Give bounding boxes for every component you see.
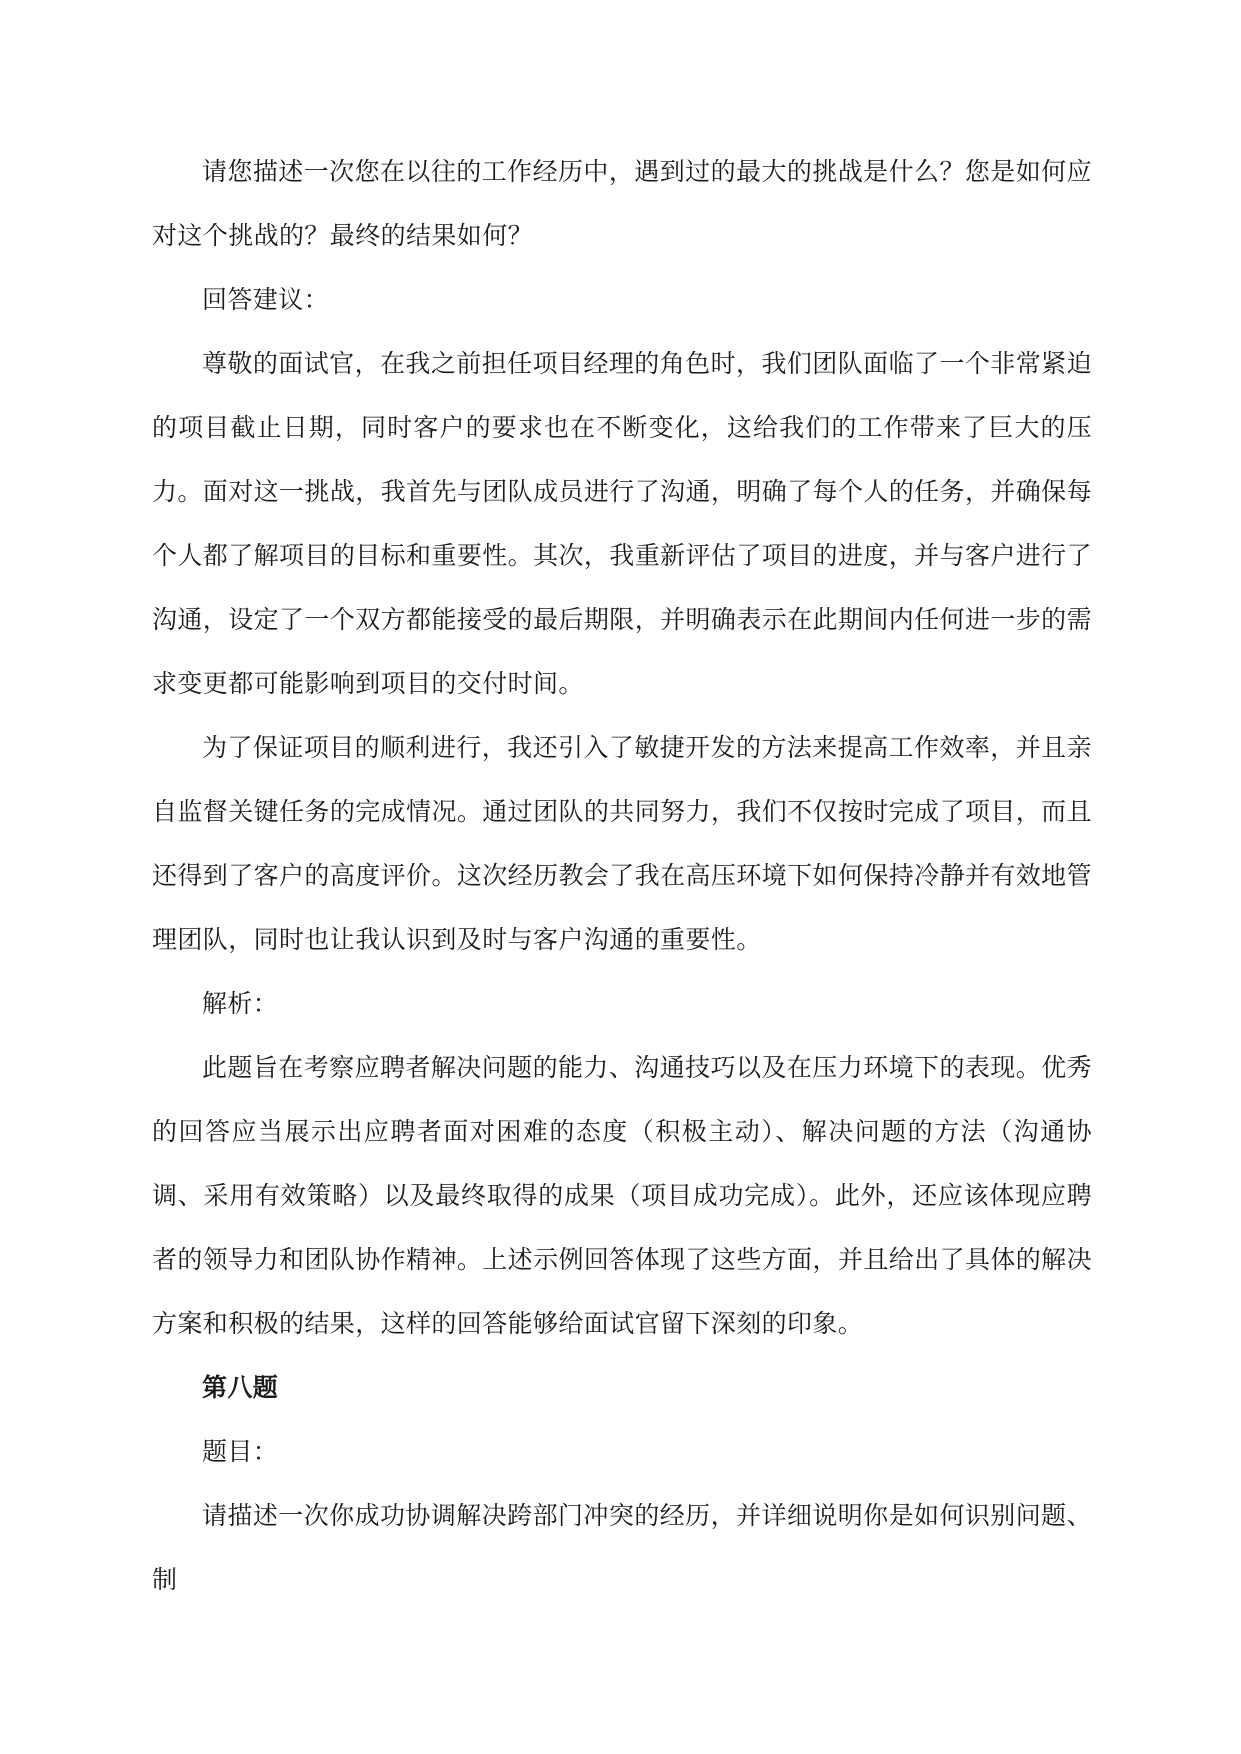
answer-paragraph-1: 尊敬的面试官，在我之前担任项目经理的角色时，我们团队面临了一个非常紧迫的项目截止日期，同时客户的要求也在不断变化，这给我们的工作带来了巨大的压力。面对这一挑战，我首先与团队成员进行了沟通，明确了每个人的任务，并确保每个人都了解项目的目标和重要性。其次，我重新评估了项目的进度，并与客户进行了沟通，设定了一个双方都能接受的最后期限，并明确表示在此期间内任何进一步的需求变更都可能影响到项目的交付时间。 xyxy=(152,349,1092,698)
analysis-label: 解析： xyxy=(202,989,279,1018)
analysis-paragraph: 此题旨在考察应聘者解决问题的能力、沟通技巧以及在压力环境下的表现。优秀的回答应当展示出应聘者面对困难的态度（积极主动）、解决问题的方法（沟通协调、采用有效策略）以及最终取得的成果（项目成功完成）。此外，还应该体现应聘者的领导力和团队协作精神。上述示例回答体现了这些方面，并且给出了具体的解决方案和积极的结果，这样的回答能够给面试官留下深刻的印象。 xyxy=(152,1053,1092,1338)
question-intro: 请您描述一次您在以往的工作经历中，遇到过的最大的挑战是什么？您是如何应对这个挑战的？最终的结果如何？ xyxy=(152,157,1092,250)
answer-paragraph-2: 为了保证项目的顺利进行，我还引入了敏捷开发的方法来提高工作效率，并且亲自监督关键任务的完成情况。通过团队的共同努力，我们不仅按时完成了项目，而且还得到了客户的高度评价。这次经历教会了我在高压环境下如何保持冷静并有效地管理团队，同时也让我认识到及时与客户沟通的重要性。 xyxy=(152,733,1092,954)
section-heading: 第八题 xyxy=(202,1373,279,1402)
topic-label: 题目： xyxy=(202,1437,279,1466)
document-body xyxy=(152,140,1092,1612)
next-question: 请描述一次你成功协调解决跨部门冲突的经历，并详细说明你是如何识别问题、制 xyxy=(152,1501,1092,1594)
answer-label: 回答建议： xyxy=(202,285,330,314)
